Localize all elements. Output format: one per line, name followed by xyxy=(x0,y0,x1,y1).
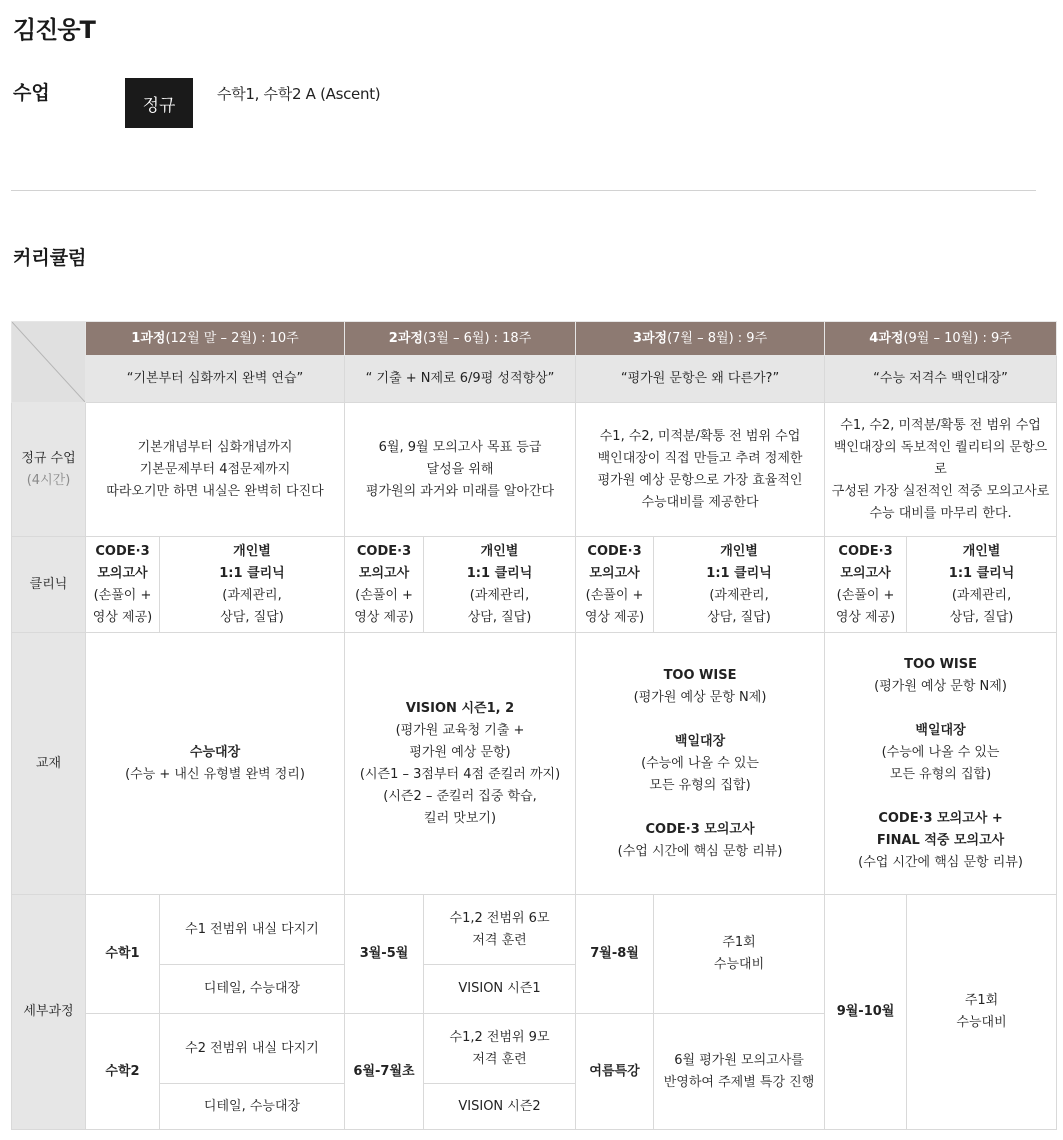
regular-class-row xyxy=(12,403,1057,537)
row-label-regular: 정규 수업 (4시간) xyxy=(12,403,86,537)
clinic-personal-2: 개인별 1:1 클리닉 (과제관리, 상담, 질답) xyxy=(424,537,576,633)
row-label-textbook: 교재 xyxy=(12,633,86,895)
detail-s2d: VISION 시즌2 xyxy=(424,1084,576,1130)
teacher-name: 김진웅T xyxy=(13,16,95,44)
detail-period-2b: 6월-7월초 xyxy=(345,1014,424,1130)
textbook-stage-3: TOO WISE (평가원 예상 문항 N제) 백일대장 (수능에 나올 수 있는 모든 유형의 집합) CODE·3 모의고사 (수업 시간에 핵심 문항 리뷰) xyxy=(576,633,825,895)
corner-cell xyxy=(12,322,86,403)
stage-slogan-3: “평가원 문항은 왜 다른가?” xyxy=(576,356,825,403)
regular-stage-3: 수1, 수2, 미적분/확통 전 범위 수업 백인대장이 직접 만들고 추려 정제한 평가원 예상 문항으로 가장 효율적인 수능대비를 제공한다 xyxy=(576,403,825,537)
section-divider xyxy=(11,190,1036,191)
clinic-code3-4: CODE·3 모의고사 (손풀이 + 영상 제공) xyxy=(825,537,907,633)
detail-period-2a: 3월-5월 xyxy=(345,895,424,1014)
detail-period-3a: 7월-8월 xyxy=(576,895,654,1014)
regular-stage-1: 기본개념부터 심화개념까지 기본문제부터 4점문제까지 따라오기만 하면 내실은 완벽히 다진다 xyxy=(86,403,345,537)
regular-stage-4: 수1, 수2, 미적분/확통 전 범위 수업 백인대장의 독보적인 퀄리티의 문항으 로 구성된 가장 실전적인 적중 모의고사로 수능 대비를 마무리 한다. xyxy=(825,403,1057,537)
detail-s2c: 수1,2 전범위 9모 저격 훈련 xyxy=(424,1014,576,1084)
clinic-row xyxy=(12,537,1057,633)
regular-stage-2: 6월, 9월 모의고사 목표 등급 달성을 위해 평가원의 과거와 미래를 알아간다 xyxy=(345,403,576,537)
textbook-stage-1: 수능대장 (수능 + 내신 유형별 완벽 정리) xyxy=(86,633,345,895)
stage-slogan-4: “수능 저격수 백인대장” xyxy=(825,356,1057,403)
textbook-row xyxy=(12,633,1057,895)
textbook-stage-4: TOO WISE (평가원 예상 문항 N제) 백일대장 (수능에 나올 수 있는 모든 유형의 집합) CODE·3 모의고사 + FINAL 적중 모의고사 (수업 시간에 핵심 문항 리뷰) xyxy=(825,633,1057,895)
row-label-clinic: 클리닉 xyxy=(12,537,86,633)
stage-slogan-2: “ 기출 + N제로 6/9평 성적향상” xyxy=(345,356,576,403)
detail-s4: 주1회 수능대비 xyxy=(907,895,1057,1130)
stage-header-row xyxy=(12,322,1057,356)
detail-math1: 수학1 xyxy=(86,895,160,1014)
curriculum-title: 커리큘럼 xyxy=(13,247,87,269)
clinic-code3-3: CODE·3 모의고사 (손풀이 + 영상 제공) xyxy=(576,537,654,633)
detail-s3b: 6월 평가원 모의고사를 반영하여 주제별 특강 진행 xyxy=(654,1014,825,1130)
detail-m2-a: 수2 전범위 내실 다지기 xyxy=(160,1014,345,1084)
detail-s3a: 주1회 수능대비 xyxy=(654,895,825,1014)
curriculum-table xyxy=(11,321,1057,1130)
detail-period-4: 9월-10월 xyxy=(825,895,907,1130)
clinic-code3-1: CODE·3 모의고사 (손풀이 + 영상 제공) xyxy=(86,537,160,633)
class-section-label: 수업 xyxy=(13,82,50,104)
textbook-stage-2: VISION 시즌1, 2 (평가원 교육청 기출 + 평가원 예상 문항) (시즌1 – 3점부터 4점 준킬러 까지) (시즌2 – 준킬러 집중 학습, 킬러 맛보기) xyxy=(345,633,576,895)
clinic-personal-1: 개인별 1:1 클리닉 (과제관리, 상담, 질답) xyxy=(160,537,345,633)
detail-m1-b: 디테일, 수능대장 xyxy=(160,965,345,1014)
diagonal-line xyxy=(12,322,85,402)
detail-s2b: VISION 시즌1 xyxy=(424,965,576,1014)
detail-period-3b: 여름특강 xyxy=(576,1014,654,1130)
detail-m1-a: 수1 전범위 내실 다지기 xyxy=(160,895,345,965)
detail-row-1 xyxy=(12,895,1057,965)
detail-s2a: 수1,2 전범위 6모 저격 훈련 xyxy=(424,895,576,965)
detail-m2-b: 디테일, 수능대장 xyxy=(160,1084,345,1130)
clinic-personal-3: 개인별 1:1 클리닉 (과제관리, 상담, 질답) xyxy=(654,537,825,633)
clinic-code3-2: CODE·3 모의고사 (손풀이 + 영상 제공) xyxy=(345,537,424,633)
stage-header-1: 1과정(12월 말 – 2월) : 10주 xyxy=(86,322,345,356)
slogan-row xyxy=(12,356,1057,403)
regular-badge: 정규 xyxy=(125,78,193,128)
class-courses: 수학1, 수학2 A (Ascent) xyxy=(217,85,381,103)
detail-math2: 수학2 xyxy=(86,1014,160,1130)
stage-header-4: 4과정(9월 – 10월) : 9주 xyxy=(825,322,1057,356)
clinic-personal-4: 개인별 1:1 클리닉 (과제관리, 상담, 질답) xyxy=(907,537,1057,633)
stage-slogan-1: “기본부터 심화까지 완벽 연습” xyxy=(86,356,345,403)
row-label-detail: 세부과정 xyxy=(12,895,86,1130)
stage-header-3: 3과정(7월 – 8월) : 9주 xyxy=(576,322,825,356)
stage-header-2: 2과정(3월 – 6월) : 18주 xyxy=(345,322,576,356)
